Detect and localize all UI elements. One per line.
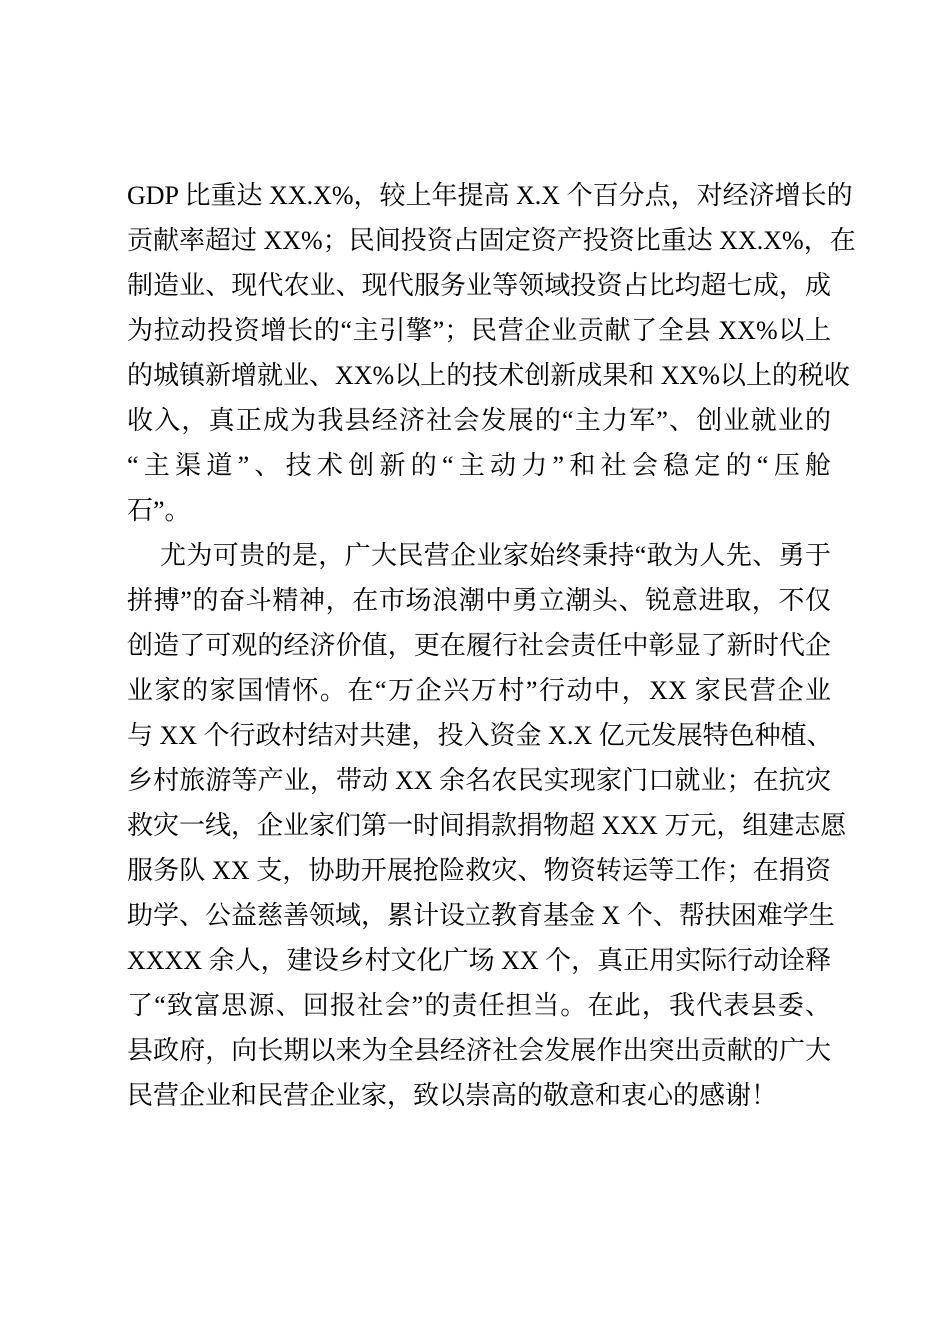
text-line: 制造业、现代农业、现代服务业等领域投资占比均超七成，成 bbox=[127, 271, 831, 300]
text-line: XXXX 余人，建设乡村文化广场 XX 个，真正用实际行动诠释 bbox=[127, 946, 832, 975]
text-line: 业家的家国情怀。在“万企兴万村”行动中，XX 家民营企业 bbox=[127, 676, 831, 705]
text-line: 民营企业和民营企业家，致以崇高的敬意和衷心的感谢！ bbox=[127, 1081, 778, 1110]
text-line: 创造了可观的经济价值，更在履行社会责任中彰显了新时代企 bbox=[127, 631, 831, 660]
text-line: 与 XX 个行政村结对共建，投入资金 X.X 亿元发展特色种植、 bbox=[127, 721, 833, 750]
text-line: 的城镇新增就业、XX%以上的技术创新成果和 XX%以上的税收 bbox=[127, 361, 850, 390]
text-line: “主渠道”、技术创新的“主动力”和社会稳定的“压舱 bbox=[127, 451, 831, 480]
text-line: 救灾一线，企业家们第一时间捐款捐物超 XXX 万元，组建志愿 bbox=[127, 811, 847, 840]
text-line: 贡献率超过 XX%；民间投资占固定资产投资比重达 XX.X%，在 bbox=[127, 226, 856, 255]
document-page bbox=[127, 173, 856, 1118]
text-line: 尤为可贵的是，广大民营企业家始终秉持“敢为人先、勇于 bbox=[160, 541, 831, 570]
text-line: 乡村旅游等产业，带动 XX 余名农民实现家门口就业；在抗灾 bbox=[127, 766, 831, 795]
text-line: 为拉动投资增长的“主引擎”；民营企业贡献了全县 XX%以上 bbox=[127, 316, 831, 345]
text-line: 助学、公益慈善领域，累计设立教育基金 X 个、帮扶困难学生 bbox=[127, 901, 835, 930]
text-line: 收入，真正成为我县经济社会发展的“主力军”、创业就业的 bbox=[127, 406, 831, 435]
text-line: 服务队 XX 支，协助开展抢险救灾、物资转运等工作；在捐资 bbox=[127, 856, 831, 885]
paragraph-2 bbox=[127, 533, 847, 1118]
text-line: 石”。 bbox=[127, 496, 191, 525]
text-line: GDP 比重达 XX.X%，较上年提高 X.X 个百分点，对经济增长的 bbox=[127, 181, 853, 210]
text-line: 县政府，向长期以来为全县经济社会发展作出突出贡献的广大 bbox=[127, 1036, 831, 1065]
paragraph-1 bbox=[127, 173, 856, 533]
text-line: 了“致富思源、回报社会”的责任担当。在此，我代表县委、 bbox=[127, 991, 831, 1020]
text-line: 拼搏”的奋斗精神，在市场浪潮中勇立潮头、锐意进取，不仅 bbox=[127, 586, 831, 615]
